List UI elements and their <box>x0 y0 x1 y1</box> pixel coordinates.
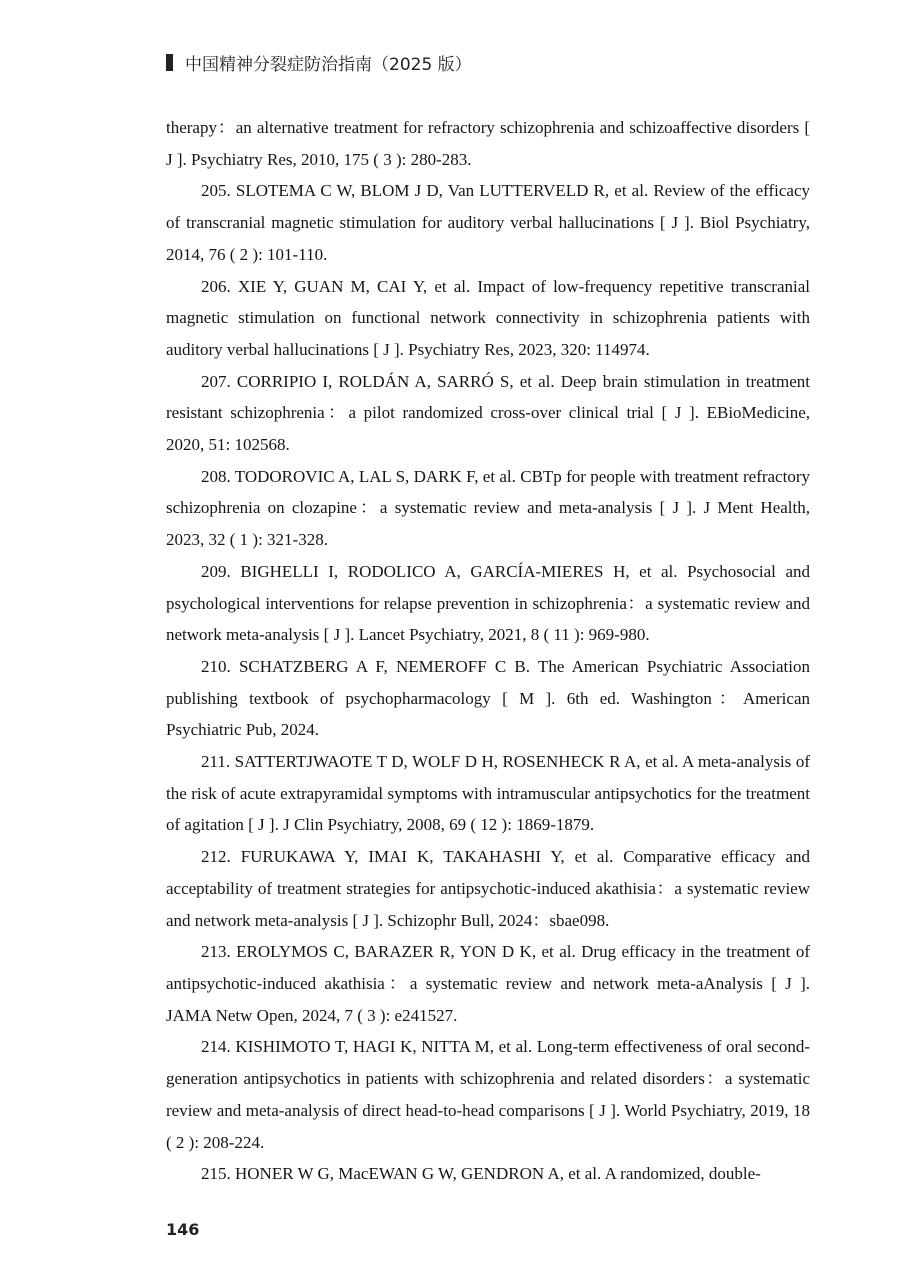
reference-item-211: 211. SATTERTJWAOTE T D, WOLF D H, ROSENHECK R A, et al. A meta-analysis of the risk of acute extrapyramidal symptoms with intramuscular antipsychotics for the treatment of agitation [ J ]. J Clin Psychiatry, 2008, 69 ( 12 ): 1869-1879. <box>166 752 810 835</box>
reference-item-214: 214. KISHIMOTO T, HAGI K, NITTA M, et al. Long-term effectiveness of oral second-generation antipsychotics in patients with schizophrenia and related disorders：a systematic review and meta-analysis of direct head-to-head comparisons [ J ]. World Psychiatry, 2019, 18 ( 2 ): 208-224. <box>166 1037 810 1152</box>
reference-item-207: 207. CORRIPIO I, ROLDÁN A, SARRÓ S, et al. Deep brain stimulation in treatment resistant schizophrenia：a pilot randomized cross-over clinical trial [ J ]. EBioMedicine, 2020, 51: 102568. <box>166 371 810 455</box>
page-number: 146 <box>166 1220 200 1239</box>
reference-item-206: 206. XIE Y, GUAN M, CAI Y, et al. Impact of low-frequency repetitive transcranial magnetic stimulation on functional network connectivity in schizophrenia patients with auditory verbal hallucinations [ J ]. Psychiatry Res, 2023, 320: 114974. <box>166 276 810 359</box>
header-title: 中国精神分裂症防治指南（2025 版） <box>185 54 472 75</box>
reference-item-209: 209. BIGHELLI I, RODOLICO A, GARCÍA-MIERES H, et al. Psychosocial and psychological interventions for relapse prevention in schizophrenia：a systematic review and network meta-analysis [ J ]. Lancet Psychiatry, 2021, 8 ( 11 ): 969-980. <box>166 561 810 645</box>
reference-item-205: 205. SLOTEMA C W, BLOM J D, Van LUTTERVELD R, et al. Review of the efficacy of transcranial magnetic stimulation for auditory verbal hallucinations [ J ]. Biol Psychiatry, 2014, 76 ( 2 ): 101-110. <box>166 181 810 264</box>
reference-item-continued: therapy：an alternative treatment for refractory schizophrenia and schizoaffective disorders [ J ]. Psychiatry Res, 2010, 175 ( 3 ): 280-283. <box>166 118 810 169</box>
reference-item-210: 210. SCHATZBERG A F, NEMEROFF C B. The American Psychiatric Association publishing textbook of psychopharmacology [ M ]. 6th ed. Washington：American Psychiatric Pub, 2024. <box>166 656 810 740</box>
reference-item-212: 212. FURUKAWA Y, IMAI K, TAKAHASHI Y, et al. Comparative efficacy and acceptability of treatment strategies for antipsychotic-induced akathisia：a systematic review and network meta-analysis [ J ]. Schizophr Bull, 2024：sbae098. <box>166 847 810 930</box>
running-header <box>166 50 472 74</box>
reference-item-215: 215. HONER W G, MacEWAN G W, GENDRON A, et al. A randomized, double- <box>201 1164 761 1184</box>
reference-list <box>166 112 810 1190</box>
reference-item-213: 213. EROLYMOS C, BARAZER R, YON D K, et al. Drug efficacy in the treatment of antipsychotic-induced akathisia：a systematic review and network meta-aAnalysis [ J ]. JAMA Netw Open, 2024, 7 ( 3 ): e241527. <box>166 942 810 1025</box>
reference-item-208: 208. TODOROVIC A, LAL S, DARK F, et al. CBTp for people with treatment refractory schizophrenia on clozapine：a systematic review and meta-analysis [ J ]. J Ment Health, 2023, 32 ( 1 ): 321-328. <box>166 466 810 550</box>
header-marker-icon <box>166 54 173 71</box>
